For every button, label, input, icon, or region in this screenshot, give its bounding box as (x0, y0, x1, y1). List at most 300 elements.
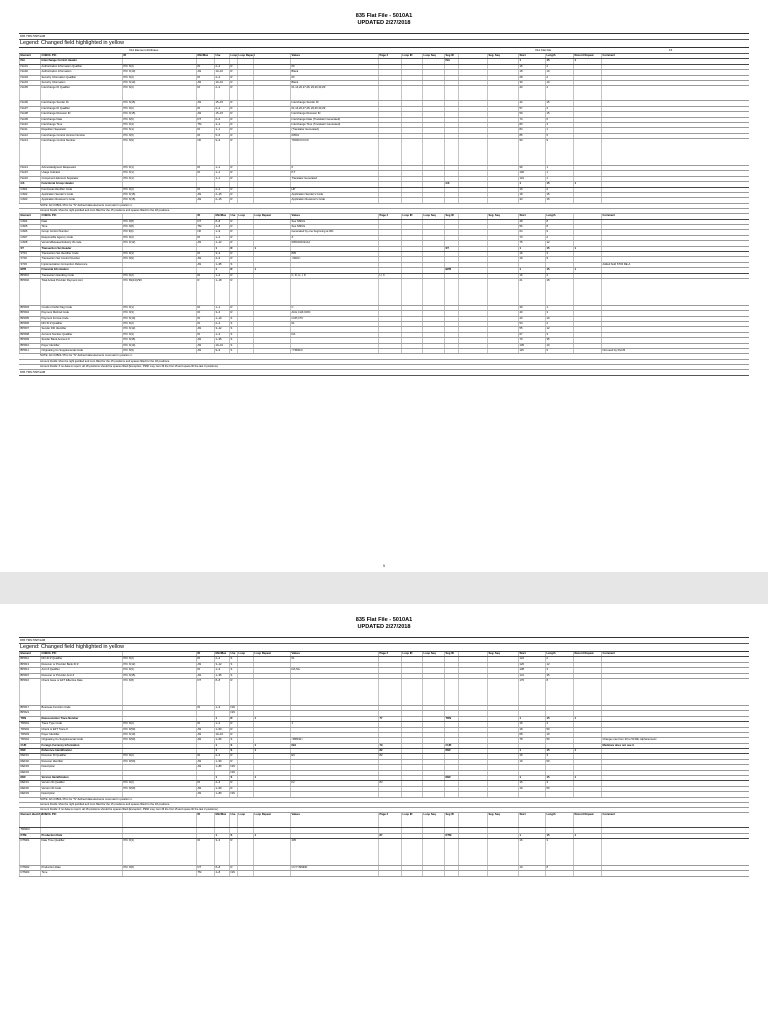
table-cell: Security Information Qualifier (40, 76, 122, 80)
table-cell (290, 765, 378, 769)
table-cell (237, 738, 253, 742)
table-cell (290, 792, 378, 796)
table-cell: S (229, 344, 237, 348)
table-cell: Loop (237, 813, 253, 827)
table-cell: Loop Seq (422, 813, 444, 827)
table-cell: 9~9 (214, 139, 229, 165)
table-cell: Production Date (40, 866, 122, 870)
table-cell: 1~35 (214, 674, 229, 678)
table-cell: Start (518, 813, 545, 827)
table-cell (378, 86, 401, 100)
table-cell: 9 (545, 257, 573, 261)
table-cell (378, 776, 401, 780)
table-cell (444, 86, 458, 100)
table-cell: N/U (230, 765, 236, 769)
table-cell (601, 338, 649, 342)
table-cell (444, 193, 458, 197)
table-cell (458, 193, 487, 197)
table-cell: Interchange Receiver ID (40, 112, 122, 116)
table-cell: 1 (573, 717, 601, 721)
table-cell (237, 728, 253, 732)
table-cell (253, 59, 290, 63)
table-cell: Foreign Currency Information (40, 744, 122, 748)
table-cell (378, 139, 401, 165)
table-cell: ISA07 (19, 107, 40, 111)
table-cell (401, 792, 422, 796)
table-cell: 2~3 (214, 781, 229, 785)
table-cell: AN (196, 787, 214, 791)
table-cell (422, 338, 444, 342)
table-cell (487, 327, 518, 331)
table-cell (237, 711, 253, 715)
table-cell (573, 188, 601, 192)
table-cell (444, 754, 458, 758)
table-cell: 1~1 (214, 128, 229, 132)
table-cell (573, 177, 601, 181)
table-cell: 74 (518, 118, 545, 122)
table-cell (422, 81, 444, 85)
table-cell (487, 828, 518, 832)
table-cell: R (229, 101, 237, 105)
table-cell: Record Repeat (573, 54, 601, 58)
table-cell (487, 81, 518, 85)
table-cell: Values (290, 214, 378, 218)
table-cell (401, 118, 422, 122)
table-cell (422, 754, 444, 758)
table-cell (573, 214, 601, 218)
table-cell: R (229, 866, 237, 870)
table-cell (237, 166, 253, 170)
table-cell (444, 711, 458, 715)
table-cell (458, 274, 487, 278)
table-cell: 35 (545, 674, 573, 678)
table-cell (573, 839, 601, 865)
table-cell: Business Function Code (40, 706, 122, 710)
table-cell: 2 (545, 76, 573, 80)
table-cell: R (229, 679, 237, 705)
table-cell (237, 733, 253, 737)
table-cell (601, 279, 649, 305)
table-cell (518, 706, 545, 710)
notes-2 (19, 354, 749, 370)
table-cell: Use (230, 652, 236, 655)
table-cell: R (229, 268, 237, 272)
table-cell: S (229, 263, 237, 267)
table-cell: 18 (518, 193, 545, 197)
table-row (19, 871, 749, 876)
table-cell (458, 866, 487, 870)
table-cell: 101 (518, 177, 545, 181)
table-cell (444, 257, 458, 261)
table-cell: Loop Repeat (238, 54, 255, 57)
table-cell (401, 834, 422, 838)
table-cell (444, 112, 458, 116)
table-cell (253, 70, 290, 74)
table-cell (196, 268, 214, 272)
table-cell: 75 (518, 241, 545, 245)
table-cell (444, 706, 458, 710)
table-cell (378, 728, 401, 732)
table-cell: Production Date (40, 834, 122, 838)
table-cell: 2 (545, 274, 573, 278)
table-cell: GS07 (19, 236, 40, 240)
table-cell: 64 (518, 230, 545, 234)
table-cell (253, 101, 290, 105)
table-cell: Responsible Agency Code (40, 236, 122, 240)
table-cell (290, 338, 378, 342)
table-cell (401, 663, 422, 667)
table-cell (237, 834, 253, 838)
table-cell (601, 787, 649, 791)
table-cell (458, 728, 487, 732)
table-cell: Comment (601, 813, 649, 827)
table-cell (458, 679, 487, 705)
table-cell: BPR05 (19, 317, 40, 321)
table-cell (601, 247, 649, 251)
table-cell: 67 (518, 333, 545, 337)
table-cell: 1~80 (214, 765, 229, 769)
table-cell (401, 257, 422, 261)
table-cell: Interchange Control Header (40, 59, 122, 63)
table-cell: 55 (518, 327, 545, 331)
table-cell (122, 834, 196, 838)
table-cell (237, 706, 253, 710)
table-cell: 1 (573, 247, 601, 251)
table-cell: ID (196, 668, 214, 672)
table-cell: R (229, 225, 237, 229)
table-cell: TRN (19, 717, 40, 721)
table-cell (444, 236, 458, 240)
table-cell (378, 792, 401, 796)
table-cell: 1 (545, 177, 573, 181)
table-cell: Sender Bank Account # (40, 338, 122, 342)
table-cell: 1 (214, 717, 229, 721)
table-cell (444, 322, 458, 326)
table-cell (458, 220, 487, 224)
table-cell: PIC X(3) (122, 252, 196, 256)
table-cell: AN (196, 193, 214, 197)
table-cell (601, 722, 649, 726)
table-cell: Element (19, 54, 40, 58)
table-cell: 1 (518, 834, 545, 838)
table-cell: Loop Seq (422, 652, 444, 656)
table-cell (458, 86, 487, 100)
table-cell (253, 188, 290, 192)
table-cell: DTM (19, 834, 40, 838)
table-cell: 15 (545, 776, 573, 780)
table-cell (458, 722, 487, 726)
note-line: NOTE: All COBOL PICs for "N" defined data elements must start in position 1. (19, 798, 749, 803)
table-cell (422, 663, 444, 667)
table-cell: 48 (518, 220, 545, 224)
table-cell (601, 193, 649, 197)
table-cell: 3 (545, 333, 573, 337)
table-cell (573, 311, 601, 315)
table-cell (401, 717, 422, 721)
table-cell (458, 834, 487, 838)
table-cell (573, 349, 601, 353)
table-cell: TRN01 (19, 722, 40, 726)
table-cell: Total Actual Provider Payment Amt (40, 279, 122, 305)
table-cell (290, 749, 378, 753)
table-cell: TM (196, 225, 214, 229)
table-cell (401, 230, 422, 234)
table-cell (601, 70, 649, 74)
table-cell (122, 765, 196, 769)
table-cell: (Translator Generated) (290, 128, 378, 132)
table-cell: PIC X(15) (122, 198, 196, 202)
table-cell: PIC X(12) (122, 241, 196, 245)
table-cell (573, 322, 601, 326)
table-cell (601, 311, 649, 315)
table-cell (237, 771, 253, 775)
table-cell: 835 (290, 252, 378, 256)
table-cell: 4~4 (214, 123, 229, 127)
table-cell: Comment (601, 652, 649, 656)
table-cell (401, 279, 422, 305)
table-cell: Generated by one beginning at 001 (290, 230, 378, 234)
table-cell: 1 (253, 717, 290, 721)
table-cell (196, 771, 214, 775)
table-cell: Credit or Debit Flag Code (40, 306, 122, 310)
table-cell (444, 230, 458, 234)
table-cell (573, 198, 601, 202)
table-cell: 3 (545, 754, 573, 758)
table-cell: Description (40, 792, 122, 796)
table-cell: Values (290, 54, 378, 58)
table-cell: REF (444, 776, 458, 780)
table-cell: C, D, H, I, P, (290, 274, 378, 278)
table-cell: Loop ID (401, 652, 422, 656)
table-cell: S (229, 749, 237, 753)
table-cell (253, 134, 290, 138)
table-cell (487, 344, 518, 348)
table-cell: Record Repeat (573, 652, 601, 656)
table-cell (487, 771, 518, 775)
table-row (19, 813, 749, 828)
table-cell: REF03 (19, 792, 40, 796)
table-cell (458, 263, 487, 267)
table-cell: REF02 (19, 760, 40, 764)
table-cell: Repetition Separator (40, 128, 122, 132)
table-cell (487, 317, 518, 321)
table-cell: <TRN04> (290, 349, 378, 353)
table-cell (518, 744, 545, 748)
table-cell (378, 112, 401, 116)
table-cell: 1 (518, 717, 545, 721)
spec-table (19, 637, 749, 877)
table-cell (378, 247, 401, 251)
table-cell: BPR07 (19, 327, 40, 331)
table-cell: 6 (545, 118, 573, 122)
table-cell: R (229, 230, 237, 234)
table-cell: DT (196, 866, 214, 870)
table-cell: TRN04 (19, 738, 40, 742)
table-cell: S (229, 322, 237, 326)
table-cell: PIC X(15) (122, 112, 196, 116)
table-cell (545, 765, 573, 769)
table-cell (253, 236, 290, 240)
table-cell: 1 (253, 776, 290, 780)
table-cell: 1~1 (214, 171, 229, 175)
table-cell (378, 241, 401, 245)
table-cell: Length (545, 54, 573, 58)
table-cell (422, 349, 444, 353)
table-cell: Loop Repeat (253, 813, 290, 827)
table-cell (601, 776, 649, 780)
table-cell: Added field ST03 RE-A (601, 263, 649, 267)
table-cell: 9 (545, 230, 573, 234)
table-cell (401, 166, 422, 170)
table-cell: ID (196, 781, 214, 785)
table-cell (444, 81, 458, 85)
table-cell: F2 (290, 781, 378, 785)
table-cell (444, 781, 458, 785)
table-cell (487, 760, 518, 764)
table-cell (401, 344, 422, 348)
table-cell (573, 733, 601, 737)
table-cell (253, 81, 290, 85)
table-cell (237, 765, 253, 769)
table-cell: Loop ID (401, 214, 422, 218)
document-page-2 (0, 604, 768, 1024)
table-cell (573, 166, 601, 170)
table-cell: 1~2 (214, 236, 229, 240)
table-cell: ISA15 (19, 171, 40, 175)
table-cell (444, 722, 458, 726)
table-cell (214, 182, 229, 186)
table-cell (237, 279, 253, 305)
note-line: Amount Fields: Must be right justified and zero filled for the 15 positions and spaces filled for the 18 positions. (19, 209, 749, 214)
table-cell (401, 674, 422, 678)
table-cell: 21 (518, 279, 545, 305)
table-cell (290, 711, 378, 715)
table-cell (401, 101, 422, 105)
table-cell (601, 327, 649, 331)
table-cell: Sender DFI Identifier (40, 327, 122, 331)
footer-section-label: 835 TRN 5NH1AB (19, 370, 749, 376)
table-cell: Blank (290, 70, 378, 74)
table-cell: 56 (518, 225, 545, 229)
table-cell (422, 760, 444, 764)
table-cell: R (229, 188, 237, 192)
table-cell: ST03 (19, 263, 40, 267)
table-cell (378, 134, 401, 138)
table-cell (573, 101, 601, 105)
table-cell (487, 871, 518, 875)
table-cell: 15~15 (214, 101, 229, 105)
table-cell (378, 198, 401, 202)
table-cell: N0 (196, 139, 214, 165)
table-cell: ST02 (19, 257, 40, 261)
table-cell: 100 (518, 171, 545, 175)
table-cell (487, 252, 518, 256)
table-cell (401, 86, 422, 100)
table-cell: ISA08 (19, 112, 40, 116)
table-cell: Seg. Seq (487, 54, 518, 58)
table-cell (487, 706, 518, 710)
table-cell: AN (196, 663, 214, 667)
page-title: 835 Flat File - 5010A1 (355, 13, 413, 19)
table-row (19, 86, 749, 101)
table-cell (487, 866, 518, 870)
table-cell (422, 188, 444, 192)
table-cell (253, 65, 290, 69)
table-cell: BPR01 (19, 274, 40, 278)
table-cell: Loop (237, 214, 253, 218)
table-cell (573, 86, 601, 100)
table-cell (237, 717, 253, 721)
table-cell (444, 306, 458, 310)
table-cell (422, 123, 444, 127)
table-cell: R (229, 128, 237, 132)
table-cell (214, 828, 229, 832)
table-cell (444, 225, 458, 229)
table-cell (444, 171, 458, 175)
table-cell (237, 344, 253, 348)
table-cell (253, 711, 290, 715)
table-cell: Time (40, 225, 122, 229)
table-cell (290, 871, 378, 875)
table-cell (253, 349, 290, 353)
table-cell: 99 (518, 166, 545, 170)
table-cell (196, 828, 214, 832)
table-cell (401, 317, 422, 321)
table-cell (401, 198, 422, 202)
table-cell: S (229, 738, 237, 742)
table-cell: 35 (545, 338, 573, 342)
table-cell: R (229, 139, 237, 165)
table-cell (487, 711, 518, 715)
table-cell (253, 322, 290, 326)
table-cell (422, 220, 444, 224)
table-cell (237, 257, 253, 261)
table-cell (444, 771, 458, 775)
table-cell (518, 263, 545, 267)
table-cell: R (229, 787, 237, 791)
table-cell: 10 (545, 733, 573, 737)
table-cell (401, 107, 422, 111)
table-cell (458, 711, 487, 715)
table-cell (122, 214, 196, 218)
table-cell (458, 59, 487, 63)
table-cell: Authorization Information (40, 70, 122, 74)
table-cell: ISA12 (19, 134, 40, 138)
table-body-1 (19, 59, 749, 203)
table-cell: 3 (545, 839, 573, 865)
table-cell (378, 252, 401, 256)
table-cell (444, 139, 458, 165)
table-cell: Interchange Date (Translator Generated) (290, 118, 378, 122)
table-cell: GS01 (19, 188, 40, 192)
table-cell: ID (196, 252, 214, 256)
table-cell: PIC 9(9) (122, 230, 196, 234)
table-cell: 2~2 (214, 76, 229, 80)
table-cell (237, 247, 253, 251)
table-cell (601, 834, 649, 838)
table-cell (237, 112, 253, 116)
table-cell (253, 220, 290, 224)
table-cell (422, 744, 444, 748)
table-cell: ID (196, 722, 214, 726)
table-cell (422, 306, 444, 310)
table-cell (253, 112, 290, 116)
table-cell (122, 871, 196, 875)
table-cell: 50 (545, 728, 573, 732)
table-cell: R (229, 112, 237, 116)
table-cell: 73 (518, 236, 545, 240)
table-cell: 10 (545, 317, 573, 321)
